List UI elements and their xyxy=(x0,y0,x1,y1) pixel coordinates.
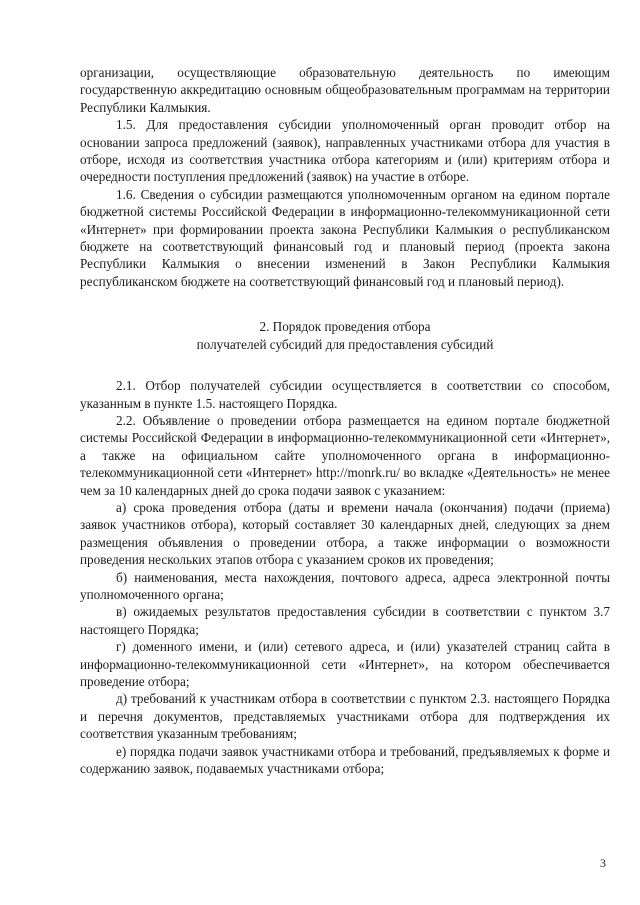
list-item-e: е) порядка подачи заявок участниками отбора и требований, предъявляемых к форме и содержанию заявок, подаваемых участниками отбора; xyxy=(80,743,610,777)
page-number: 3 xyxy=(600,856,606,870)
list-item-b: б) наименования, места нахождения, почтового адреса, адреса электронной почты уполномоченного органа; xyxy=(80,569,610,602)
paragraph-continuation: организации, осуществляющие образовательную деятельность по имеющим государственную аккредитацию основным общеобразовательным программам на территории Республики Калмыкия. xyxy=(80,65,610,115)
spacer xyxy=(80,290,610,318)
list-item-a: а) срока проведения отбора (даты и времени начала (окончания) подачи (приема) заявок участников отбора), который составляет 30 календарных дней, следующих за днем размещения объявления о проведении отбора, а также информации о возможности проведения нескольких этапов отбора с указанием сроков их проведения; xyxy=(80,499,610,568)
spacer xyxy=(80,353,610,377)
section-heading-line2: получателей субсидий для предоставления субсидий xyxy=(196,336,494,352)
list-item-d: д) требований к участникам отбора в соответствии с пунктом 2.3. настоящего Порядка и перечня документов, представляемых участниками отбора для подтверждения их соответствия указанным требованиям; xyxy=(80,691,610,742)
list-item-g: г) доменного имени, и (или) сетевого адреса, и (или) указателей страниц сайта в информационно-телекоммуникационной сети «Интернет», на котором обеспечивается проведение отбора; xyxy=(80,639,610,689)
paragraph-2-2: 2.2. Объявление о проведении отбора размещается на едином портале бюджетной системы Российской Федерации в информационно-телекоммуникационной сети «Интернет», а также на официальном сайте уполномоченного органа в информационно-телекоммуникационной сети «Интернет» http://monrk.ru/ во вкладке «Деятельность» не менее чем за 10 календарных дней до срока подачи заявок с указанием: xyxy=(80,412,610,498)
paragraph-1-5: 1.5. Для предоставления субсидии уполномоченный орган проводит отбор на основании запроса предложений (заявок), направленных участниками отбора для участия в отборе, исходя из соответствия участника отбора категориям и (или) критериям отбора и очередности поступления предложений (заявок) на участие в отборе. xyxy=(80,117,610,185)
paragraph-1-6: 1.6. Сведения о субсидии размещаются уполномоченным органом на едином портале бюджетной системы Российской Федерации в информационно-телекоммуникационной сети «Интернет» при формировании проекта закона Республики Калмыкия о республиканском бюджете на соответствующий финансовый год и плановый период (проекта закона Республики Калмыкия о внесении изменений в Закон Республики Калмыкия республиканском бюджете на соответствующий финансовый год и плановый период). xyxy=(80,186,610,289)
document-page xyxy=(80,64,610,777)
list-item-v: в) ожидаемых результатов предоставления субсидии в соответствии с пунктом 3.7 настоящего Порядка; xyxy=(80,604,610,637)
paragraph-2-1: 2.1. Отбор получателей субсидии осуществляется в соответствии со способом, указанным в пункте 1.5. настоящего Порядка. xyxy=(80,378,610,411)
section-heading-line1: 2. Порядок проведения отбора xyxy=(259,319,431,335)
